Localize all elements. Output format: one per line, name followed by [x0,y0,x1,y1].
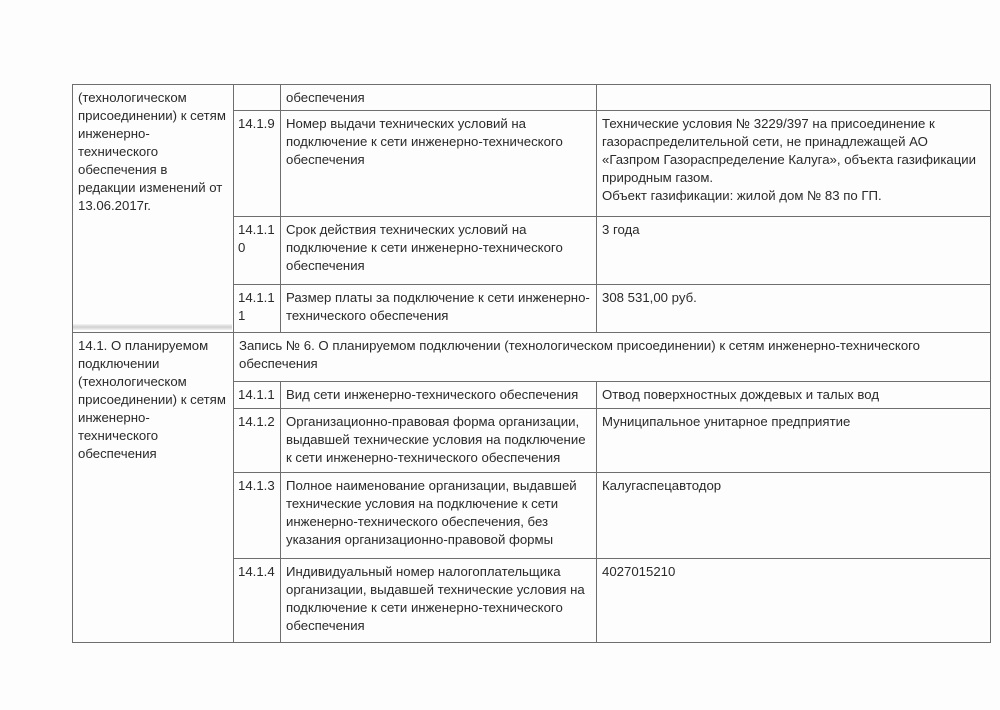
row-number: 14.1.10 [234,217,281,285]
field-value [597,111,991,217]
value-line: Объект газификации: жилой дом № 83 по ГП. [602,188,882,203]
field-name: Полное наименование организации, выдавшей технические условия на подключение к сети инженерно-технического обеспечения, без указания организационно-правовой формы [281,473,597,559]
row-number: 14.1.2 [234,409,281,473]
field-name: Срок действия технических условий на подключение к сети инженерно-технического обеспечения [281,217,597,285]
section-label: 14.1. О планируемом подключении (технологическом присоединении) к сетям инженерно-технического обеспечения [78,338,226,461]
section-label: (технологическом присоединении) к сетям инженерно-технического обеспечения в редакции изменений от 13.06.2017г. [78,90,226,213]
field-name: Вид сети инженерно-технического обеспечения [281,382,597,409]
record-header: Запись № 6. О планируемом подключении (технологическом присоединении) к сетям инженерно-технического обеспечения [234,333,991,382]
field-name: Размер платы за подключение к сети инженерно-технического обеспечения [281,285,597,333]
table-row [73,333,991,382]
row-number: 14.1.4 [234,559,281,643]
value-line: Технические условия № 3229/397 на присоединение к газораспределительной сети, не принадлежащей АО «Газпром Газораспределение Калуга», объекта газификации природным газом. [602,116,977,185]
row-number [234,85,281,111]
scan-smudge [73,324,232,330]
project-declaration-table [72,84,991,643]
field-value: 4027015210 [597,559,991,643]
field-value [597,85,991,111]
field-value: 3 года [597,217,991,285]
row-number: 14.1.1 [234,382,281,409]
field-name: Номер выдачи технических условий на подключение к сети инженерно-технического обеспечения [281,111,597,217]
field-name: Организационно-правовая форма организации, выдавшей технические условия на подключение к сети инженерно-технического обеспечения [281,409,597,473]
field-value: Калугаспецавтодор [597,473,991,559]
field-value: Муниципальное унитарное предприятие [597,409,991,473]
row-number: 14.1.11 [234,285,281,333]
field-value: 308 531,00 руб. [597,285,991,333]
row-number: 14.1.3 [234,473,281,559]
field-name: обеспечения [281,85,597,111]
field-name: Индивидуальный номер налогоплательщика организации, выдавшей технические условия на подключение к сети инженерно-технического обеспечения [281,559,597,643]
field-value: Отвод поверхностных дождевых и талых вод [597,382,991,409]
section-label-cell [73,85,234,333]
table-row [73,85,991,111]
row-number: 14.1.9 [234,111,281,217]
section-label-cell [73,333,234,643]
